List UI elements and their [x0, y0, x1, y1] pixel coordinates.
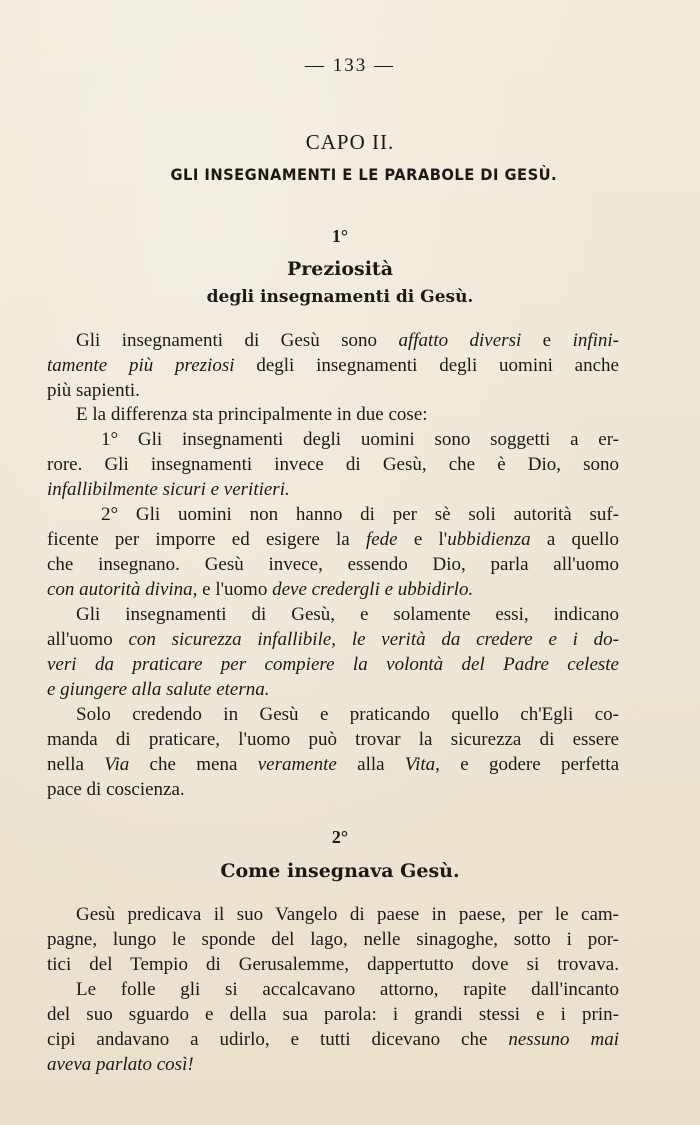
s1-line-7: infallibilmente sicuri e veritieri. — [47, 479, 290, 500]
s1-line-14: veri da praticare per compiere la volontà del Padre celeste — [47, 654, 619, 675]
s1-line-11: con autorità divina, e l'uomo deve credergli e ubbidirlo. — [47, 579, 474, 600]
s1-line-8: 2° Gli uomini non hanno di per sè soli autorità suf- — [101, 504, 619, 525]
s1-line-16: Solo credendo in Gesù e praticando quello ch'Egli co- — [76, 704, 619, 725]
section-2-number: 2° — [331, 827, 349, 847]
section-2-title: Come insegnava Gesù. — [220, 860, 460, 882]
s1-line-10: che insegnano. Gesù invece, essendo Dio, parla all'uomo — [47, 554, 619, 575]
section-1-number: 1° — [331, 226, 349, 246]
s1-line-12: Gli insegnamenti di Gesù, e solamente essi, indicano — [76, 604, 619, 625]
s2-line-3: tici del Tempio di Gerusalemme, dappertutto dove si trovava. — [47, 954, 619, 975]
section-1-title-line-2: degli insegnamenti di Gesù. — [206, 287, 474, 307]
s1-line-4: E la differenza sta principalmente in due cose: — [76, 404, 428, 425]
s2-line-6: cipi andavano a udirlo, e tutti dicevano che nessuno mai — [47, 1029, 619, 1050]
s2-line-5: del suo sguardo e della sua parola: i grandi stessi e i prin- — [47, 1004, 619, 1025]
s1-line-9: ficente per imporre ed esigere la fede e l'ubbidienza a quello — [47, 529, 619, 550]
s1-line-2: tamente più preziosi degli insegnamenti degli uomini anche — [47, 355, 619, 376]
s1-line-18: nella Via che mena veramente alla Vita, e godere perfetta — [47, 754, 620, 775]
s1-line-13: all'uomo con sicurezza infallibile, le verità da credere e i do- — [47, 629, 620, 650]
s2-line-7: aveva parlato così! — [47, 1054, 194, 1075]
s1-line-17: manda di praticare, l'uomo può trovar la sicurezza di essere — [47, 729, 619, 750]
s1-line-6: rore. Gli insegnamenti invece di Gesù, che è Dio, sono — [47, 454, 619, 475]
page-number: — 133 — — [305, 55, 395, 76]
chapter-subtitle: GLI INSEGNAMENTI E LE PARABOLE DI GESÙ. — [170, 165, 558, 184]
s1-line-15: e giungere alla salute eterna. — [47, 679, 270, 700]
s2-line-4: Le folle gli si accalcavano attorno, rapite dall'incanto — [76, 979, 619, 1000]
s1-line-19: pace di coscienza. — [47, 779, 185, 800]
s1-line-1: Gli insegnamenti di Gesù sono affatto diversi e infini- — [76, 330, 620, 351]
s2-line-1: Gesù predicava il suo Vangelo di paese in paese, per le cam- — [76, 904, 619, 925]
section-1-title-line-1: Preziosità — [286, 258, 394, 280]
s2-line-2: pagne, lungo le sponde del lago, nelle sinagoghe, sotto i por- — [47, 929, 619, 950]
s1-line-5: 1° Gli insegnamenti degli uomini sono soggetti a er- — [101, 429, 619, 450]
s1-line-3: più sapienti. — [47, 380, 140, 401]
chapter-title: CAPO II. — [305, 130, 395, 154]
